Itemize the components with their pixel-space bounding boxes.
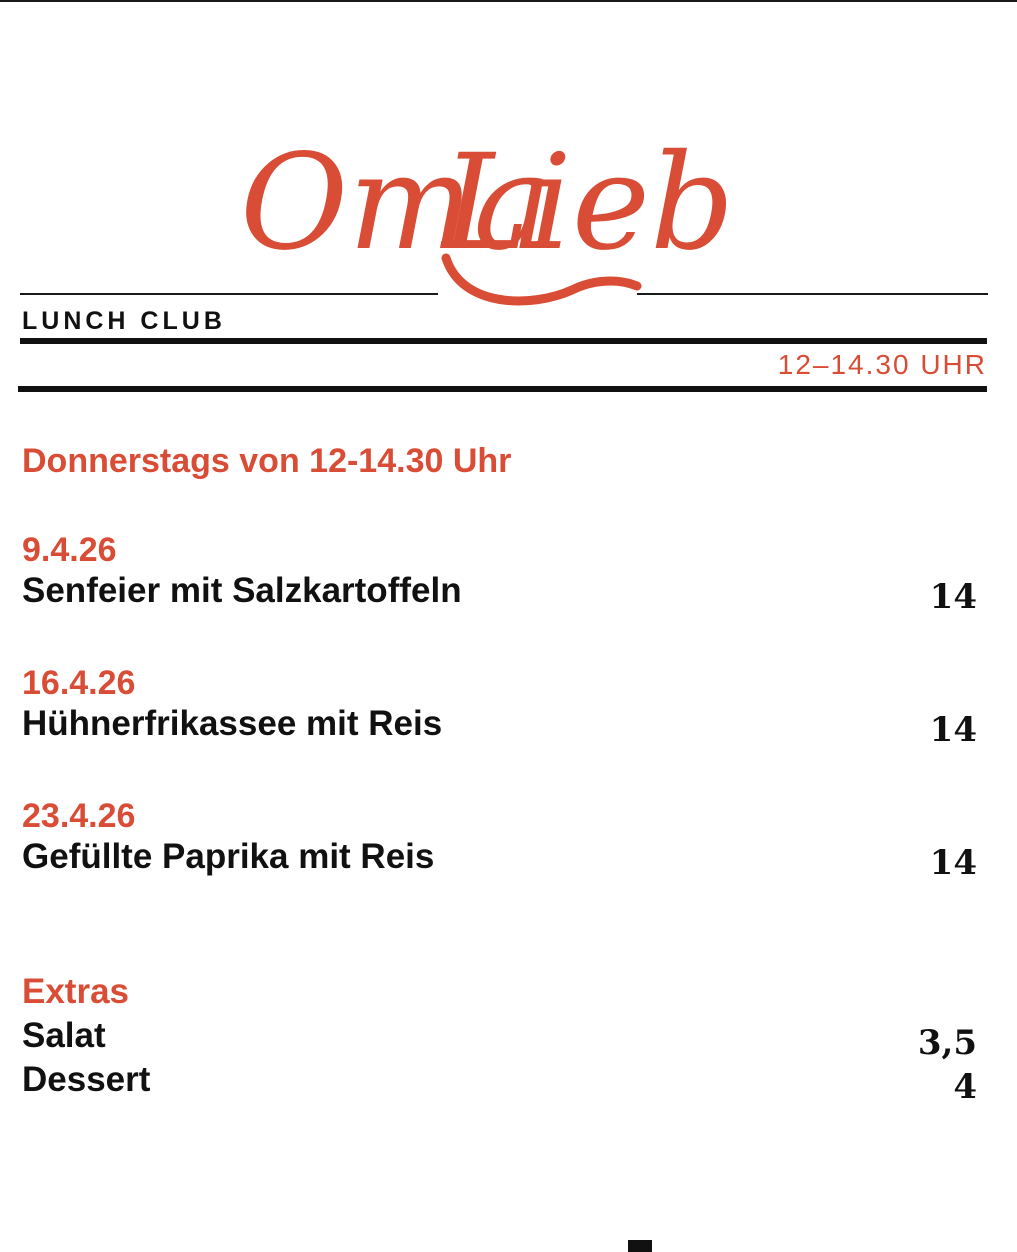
menu-item [22,796,977,883]
extras-row [22,1014,977,1063]
top-border-line [0,0,1017,2]
menu-item-row [22,836,977,883]
header-rule-left [20,293,438,295]
bottom-edge-mark [628,1240,652,1252]
menu-item-price: 14 [929,710,977,750]
page-subtitle: Donnerstags von 12-14.30 Uhr [22,442,512,480]
extras-row [22,1058,977,1107]
extras-item-name: Salat [22,1016,106,1055]
menu-item-dish: Senfeier mit Salzkartoffeln [22,571,462,610]
lunch-club-label: LUNCH CLUB [22,307,226,335]
extras-item-price: 4 [953,1067,977,1107]
menu-item-price: 14 [929,843,977,883]
menu-item [22,663,977,750]
extras-item-name: Dessert [22,1060,151,1099]
extras-item-price: 3,5 [917,1023,977,1063]
header-rule-right [637,293,988,295]
menu-item-date: 16.4.26 [22,664,136,702]
menu-item-row [22,703,977,750]
menu-item [22,530,977,617]
omaliebe-logo [232,108,732,318]
extras-section [22,970,977,1107]
header-divider-bottom [18,386,987,392]
svg-text:Liebe: Lieb [442,126,732,280]
menu-item-row [22,570,977,617]
opening-hours-label: 12–14.30 UHR [777,349,987,380]
menu-item-date: 9.4.26 [22,531,117,569]
svg-text:Oma: Oma [240,126,553,280]
menu-item-dish: Hühnerfrikassee mit Reis [22,704,443,743]
header-divider-top [20,338,987,344]
extras-heading: Extras [22,972,130,1011]
menu-item-date: 23.4.26 [22,797,136,835]
menu-item-price: 14 [929,577,977,617]
menu-item-dish: Gefüllte Paprika mit Reis [22,837,435,876]
